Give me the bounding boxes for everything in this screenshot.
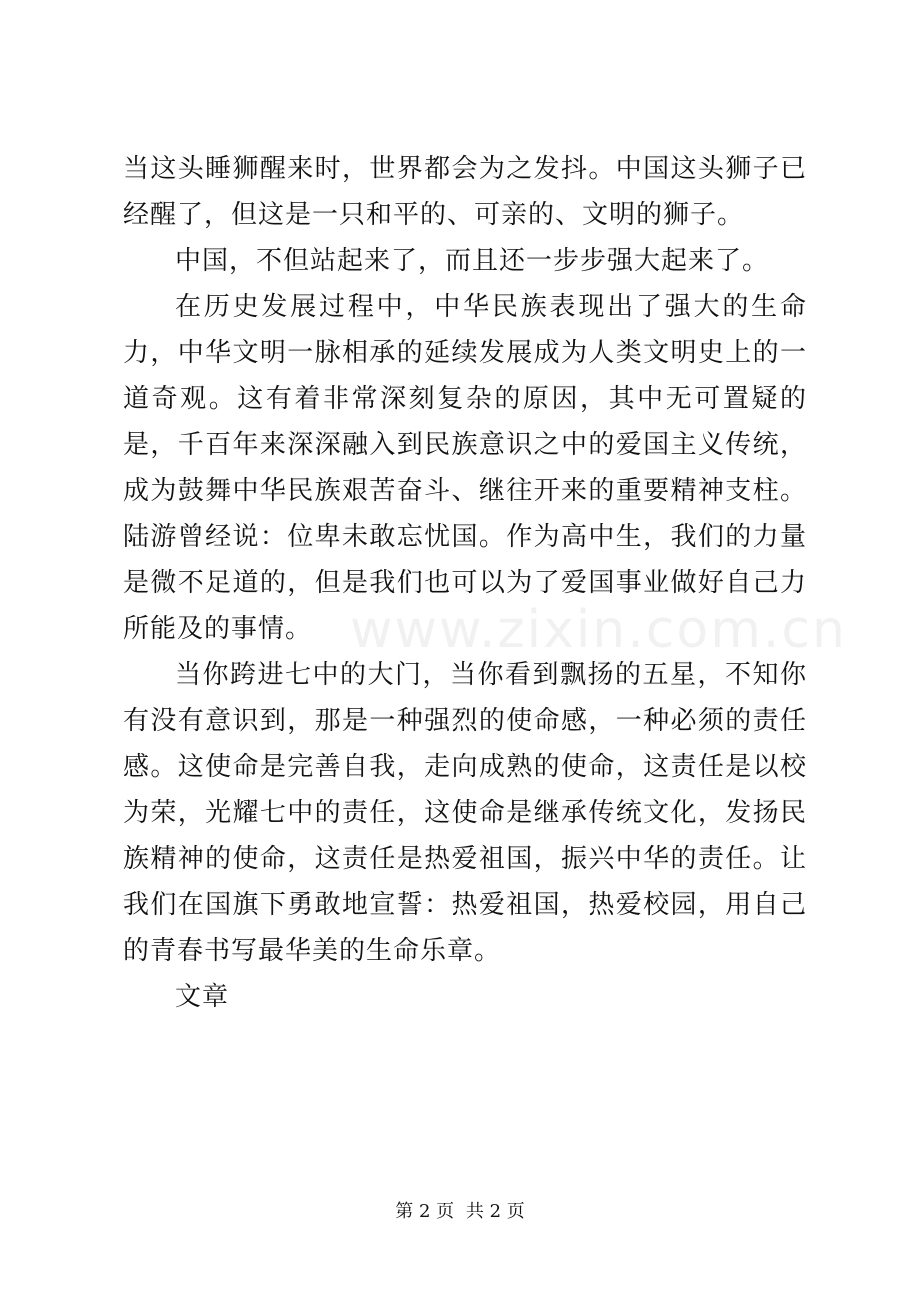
document-body <box>123 146 807 1020</box>
paragraph: 在历史发展过程中，中华民族表现出了强大的生命力，中华文明一脉相承的延续发展成为人类文明史上的一道奇观。这有着非常深刻复杂的原因，其中无可置疑的是，千百年来深深融入到民族意识之中的爱国主义传统，成为鼓舞中华民族艰苦奋斗、继往开来的重要精神支柱。陆游曾经说：位卑未敢忘忧国。作为高中生，我们的力量是微不足道的，但是我们也可以为了爱国事业做好自己力所能及的事情。 <box>123 292 807 644</box>
paragraph: 当你跨进七中的大门，当你看到飘扬的五星，不知你有没有意识到，那是一种强烈的使命感，一种必须的责任感。这使命是完善自我，走向成熟的使命，这责任是以校为荣，光耀七中的责任，这使命是继承传统文化，发扬民族精神的使命，这责任是热爱祖国，振兴中华的责任。让我们在国旗下勇敢地宣誓：热爱祖国，热爱校园，用自己的青春书写最华美的生命乐章。 <box>123 660 807 966</box>
page-footer <box>0 1198 920 1226</box>
page-number: 第 2 页 <box>395 1201 455 1222</box>
paragraph: 中国，不但站起来了，而且还一步步强大起来了。 <box>175 246 770 276</box>
watermark: www.zixin.com.cn <box>350 600 847 660</box>
page-total: 共 2 页 <box>465 1201 525 1222</box>
paragraph-continued: 当这头睡狮醒来时，世界都会为之发抖。中国这头狮子已经醒了，但这是一只和平的、可亲的、文明的狮子。 <box>123 154 807 230</box>
paragraph-tail: 文章 <box>175 982 230 1012</box>
